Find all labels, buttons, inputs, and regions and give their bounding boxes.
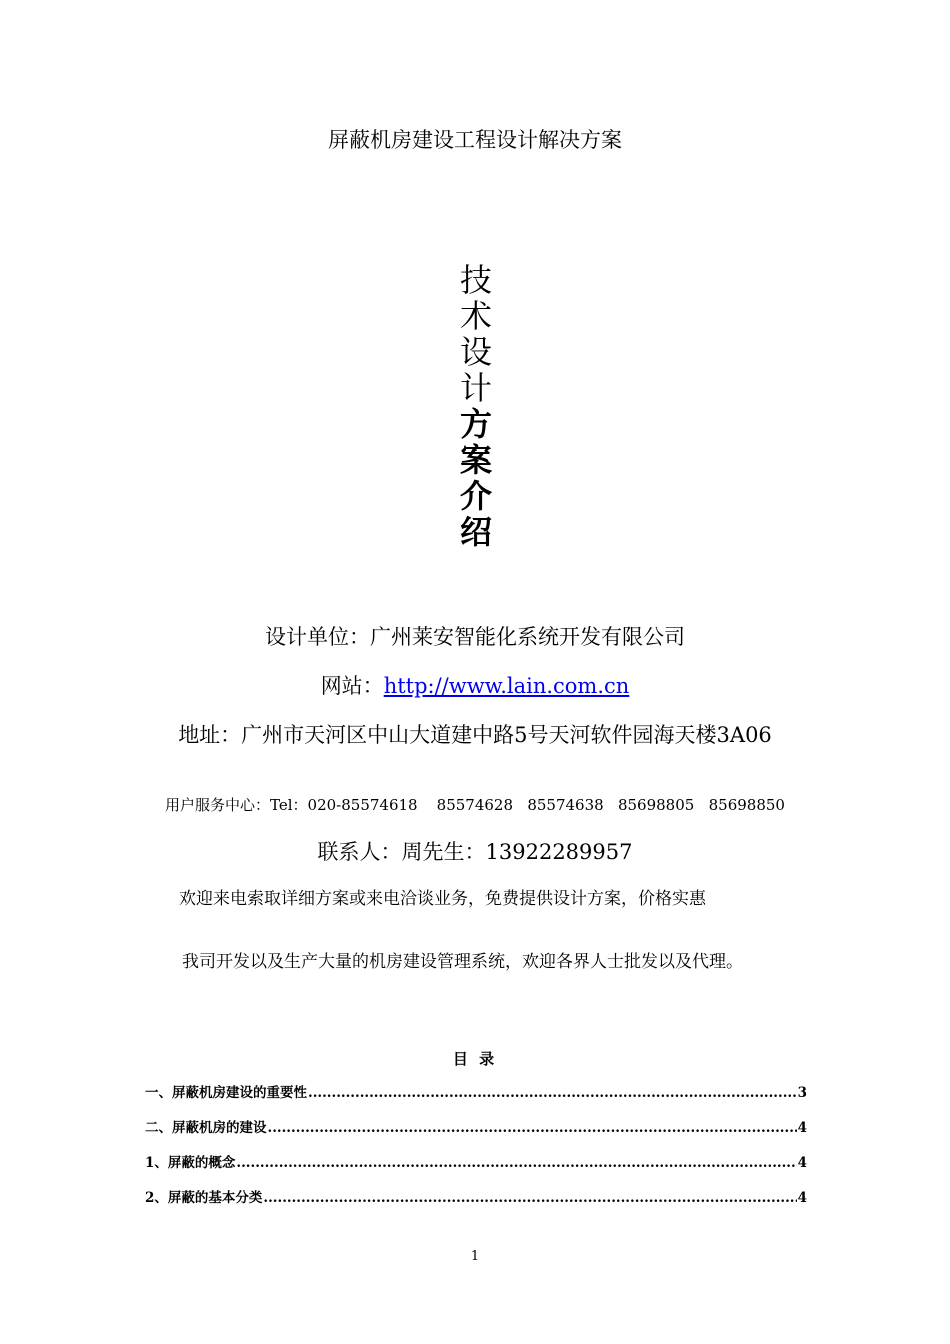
vertical-title-char: 术 (459, 297, 492, 335)
address: 地址：广州市天河区中山大道建中路5号天河软件园海天楼3A06 (178, 723, 772, 747)
website-label: 网站： (320, 674, 384, 698)
service-center: 用户服务中心：Tel：020-85574618 85574628 85574638 85698805 85698850 (165, 796, 785, 814)
website-line (0, 670, 950, 700)
vertical-title-char: 设 (459, 333, 492, 371)
page-number: 1 (470, 1249, 480, 1264)
vertical-title-char: 技 (459, 261, 492, 299)
toc-entry-label: 二、屏蔽机房的建设 (145, 1120, 267, 1136)
toc-entry-label: 一、屏蔽机房建设的重要性 (145, 1085, 307, 1101)
vertical-title-char: 绍 (459, 513, 492, 551)
toc-entry-page: 4 (797, 1155, 807, 1171)
toc-leader-dots (236, 1155, 796, 1171)
website-link[interactable]: http://www.lain.com.cn (383, 674, 630, 698)
toc-leader-dots (308, 1085, 797, 1101)
toc-leader-dots (263, 1190, 796, 1206)
vertical-title-char: 介 (459, 477, 492, 515)
welcome-text: 欢迎来电索取详细方案或来电洽谈业务，免费提供设计方案，价格实惠 (179, 889, 706, 909)
toc-entry-label: 1、屏蔽的概念 (145, 1155, 236, 1171)
vertical-title-char: 计 (459, 369, 492, 407)
document-title: 屏蔽机房建设工程设计解决方案 (328, 128, 622, 152)
toc-entry-page: 4 (797, 1190, 807, 1206)
toc-entry-page: 3 (797, 1085, 807, 1101)
toc-entry[interactable] (145, 1116, 807, 1136)
toc-title: 目 录 (452, 1050, 498, 1068)
toc-entry[interactable] (145, 1081, 807, 1101)
vertical-title-char: 方 (459, 405, 492, 443)
toc-entry[interactable] (145, 1151, 807, 1171)
vertical-title (450, 262, 502, 550)
vertical-title-char: 案 (459, 441, 492, 479)
toc-entry[interactable] (145, 1186, 807, 1206)
toc-entry-label: 2、屏蔽的基本分类 (145, 1190, 263, 1206)
intro-text: 我司开发以及生产大量的机房建设管理系统，欢迎各界人士批发以及代理。 (182, 952, 743, 972)
design-unit: 设计单位：广州莱安智能化系统开发有限公司 (265, 625, 685, 649)
toc-entry-page: 4 (797, 1120, 807, 1136)
toc-leader-dots (268, 1120, 797, 1136)
contact: 联系人：周先生：13922289957 (317, 840, 633, 864)
